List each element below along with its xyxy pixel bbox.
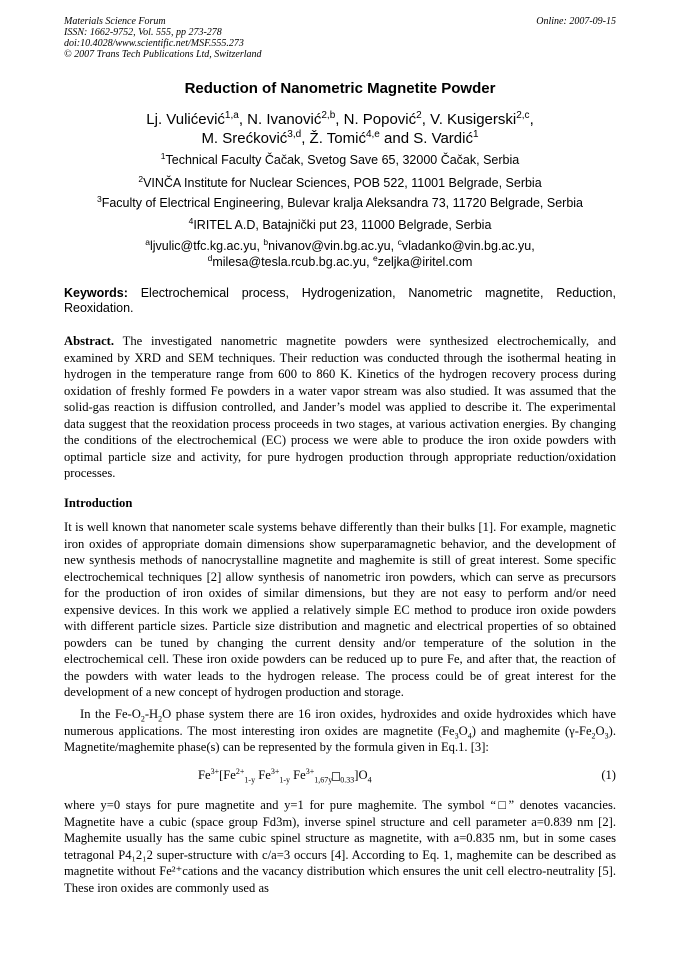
section-heading: Introduction [64, 496, 133, 510]
paragraph-text: ). Magnetite/maghemite phase(s) can be represented by the formula given in Eq.1. [3]: [64, 723, 616, 754]
abstract-text: The investigated nanometric magnetite powders were synthesized electrochemically, and examined by XRD and SEM techniques. Their reduction was conducted through the isothermal heating in hydrogen in the temperature range from 600 to 860 K. Kinetics of the hydrogen recovery process during oxidation of freshly formed Fe powders in a water vapor stream was also studied. It was assumed that the solid-gas reaction is diffusion controlled, and Jander’s model was applied to describe it. The experimental data suggest that the reoxidation process proceeds in two stages, at various activation energies. By changing the conditions of the electrochemical (EC) process we were able to produce the iron oxide powders with optimal particle size and activity, for pure hydrogen production through appropriate reduction/oxidation processes. [64, 334, 617, 480]
author-name: S. Vardić [413, 130, 473, 147]
paragraph-text: O [595, 723, 605, 738]
affiliation [64, 173, 616, 191]
author-affil-marker: 4,e [365, 129, 380, 140]
paragraph-text: ) and maghemite (γ-Fe [471, 723, 592, 738]
keywords [64, 286, 616, 316]
intro-paragraph [64, 519, 616, 701]
online-date: Online: 2007-09-15 [536, 16, 616, 27]
journal-doi: doi:10.4028/www.scientific.net/MSF.555.273 [64, 38, 244, 49]
abstract [64, 333, 616, 482]
intro-paragraph [64, 797, 616, 896]
keywords-label: Keywords: [64, 286, 128, 300]
author-affil-marker: 1,a [224, 110, 239, 121]
equation-1 [64, 768, 616, 786]
abstract-label: Abstract. [64, 334, 115, 348]
affiliation-text: Technical Faculty Čačak, Svetog Save 65, 32000 Čačak, Serbia [165, 153, 520, 167]
email-link[interactable]: ljvulic@tfc.kg.ac.yu [149, 239, 257, 253]
affiliation-marker: 3 [96, 193, 102, 204]
author-conjunction: and [384, 130, 410, 147]
affiliation-marker: 4 [188, 215, 194, 226]
paragraph-text: In the Fe-O [80, 707, 141, 721]
email-link[interactable]: vladanko@vin.bg.ac.yu [401, 239, 532, 253]
email-list: $^a$ljvulic@tfc.kg.ac.yu, $^b$nivanov@vin.bg.ac.yu, $^c$vladanko@vin.bg.ac.yu, $^d$milesa@tesla.rcub.bg.ac.yu, $^e$zeljka@iritel.com [145, 236, 535, 269]
affiliation [64, 150, 616, 168]
equation-number: (1) [601, 768, 616, 782]
equation-formula: $Fe^{3+}[Fe^{2+}_{1-y}$ $Fe^{3+}_{1-y}$ $Fe^{3+}_{1,67y}$ $_{0.33}]O_4$ [198, 766, 372, 785]
paragraph-text: -H [144, 707, 159, 721]
author-name: Lj. Vulićević [146, 111, 225, 128]
author-list: Lj. Vulićević$^{1,a}$, N. Ivanović$^{2,b}$, N. Popović$^2$, V. Kusigerski$^{2,c}$, M. Srećković$^{3,d}$, Ž. Tomić$^{4,e}$ and S. Vardić$^1$ [146, 110, 534, 147]
keywords-text: Electrochemical process, Hydrogenization, Nanometric magnetite, Reduction, Reoxidation. [64, 286, 616, 315]
email-link[interactable]: zeljka@iritel.com [377, 255, 473, 269]
author-name: M. Srećković [201, 130, 288, 147]
author-affil-marker: 2,c [516, 110, 530, 121]
author-affil-marker: 2,b [321, 110, 336, 121]
affiliation-marker: 2 [138, 173, 144, 184]
author-name: N. Ivanović [247, 111, 322, 128]
author-affil-marker: 3,d [287, 129, 302, 140]
intro-paragraph: In the $Fe-O_2-H_2O$ phase system there are 16 iron oxides, hydroxides and oxide hydroxides which have numerous applications. The most interesting iron oxides are magnetite $(Fe_3O_4)$ and maghemite $(\gamma-Fe_2O_3)$. Magnetite/maghemite phase(s) can be represented by the formula given in Eq.1. [3]: [64, 707, 616, 754]
affiliation-text: IRITEL A.D, Batajnički put 23, 11000 Belgrade, Serbia [193, 218, 492, 232]
journal-name: Materials Science Forum [64, 16, 166, 27]
paragraph-text: It is well known that nanometer scale systems behave differently than their bulks [1]. For example, magnetic iron oxides of appropriate domain dimensions show superparamagnetic behavior, and the development of new synthesis methods of nanocrystalline magnetite and maghemite is still of great interest. Some specific electrochemical techniques [2] allow synthesis of nanometric iron powders, which can serve as precursors for the production of iron oxides of similar dimensions, but they are not easy to perform and/or need expensive devices. In this work we applied a relatively simple EC method to produce iron oxide powders with different particle sizes. Particle size distribution and magnetic and electrical properties of so obtained powders can be tuned by changing the current density and/or temperature of the solution in the electrochemical cell. These iron oxide powders can be reduced up to pure Fe, and after that, the reaction of the powders with water leads to the hydrogen release. The process could be of great interest for the development of a new concept of hydrogen production and storage. [64, 520, 616, 699]
email-link[interactable]: nivanov@vin.bg.ac.yu [268, 239, 391, 253]
email-link[interactable]: milesa@tesla.rcub.bg.ac.yu [212, 255, 367, 269]
paper-title: Reduction of Nanometric Magnetite Powder [184, 80, 496, 97]
paragraph-text: where y=0 stays for pure magnetite and y=1 for pure maghemite. The symbol “□” denotes vacancies. Magnetite have a cubic (space group Fd3m), inverse spinel structure and cell parameter a=0.839 nm [2]. Maghemite usually has the same cubic spinel structure as magnetite, with a=0.835 nm, but in some cases tetragonal P4₁2₁2 super-structure with c/a=3 occurs [4]. According to Eq. 1, maghemite can be described as magnetite without Fe²⁺cations and the vacancy distribution which ensures the unit cell electro-neutrality [5]. These iron oxides are commonly used as [64, 798, 616, 895]
affiliation-text: VINČA Institute for Nuclear Sciences, POB 522, 11001 Belgrade, Serbia [143, 176, 542, 190]
affiliation [64, 215, 616, 233]
author-name: Ž. Tomić [309, 130, 366, 147]
paragraph-text: O phase system there are 16 iron oxides, hydroxides and oxide hydroxides which have numerous applications. The most interesting iron oxides are magnetite (Fe [64, 707, 616, 738]
journal-issn: ISSN: 1662-9752, Vol. 555, pp 273-278 [64, 27, 222, 38]
journal-copyright: © 2007 Trans Tech Publications Ltd, Switzerland [64, 49, 262, 60]
author-name: V. Kusigerski [430, 111, 517, 128]
affiliation [64, 193, 616, 211]
affiliation-text: Faculty of Electrical Engineering, Bulevar kralja Aleksandra 73, 11720 Belgrade, Serbia [101, 196, 584, 210]
journal-header [64, 16, 616, 60]
author-affil-marker: 2 [416, 110, 422, 121]
author-affil-marker: 1 [472, 129, 479, 140]
affiliation-marker: 1 [160, 150, 166, 161]
paragraph-text: O [458, 723, 468, 738]
author-name: N. Popović [343, 111, 417, 128]
